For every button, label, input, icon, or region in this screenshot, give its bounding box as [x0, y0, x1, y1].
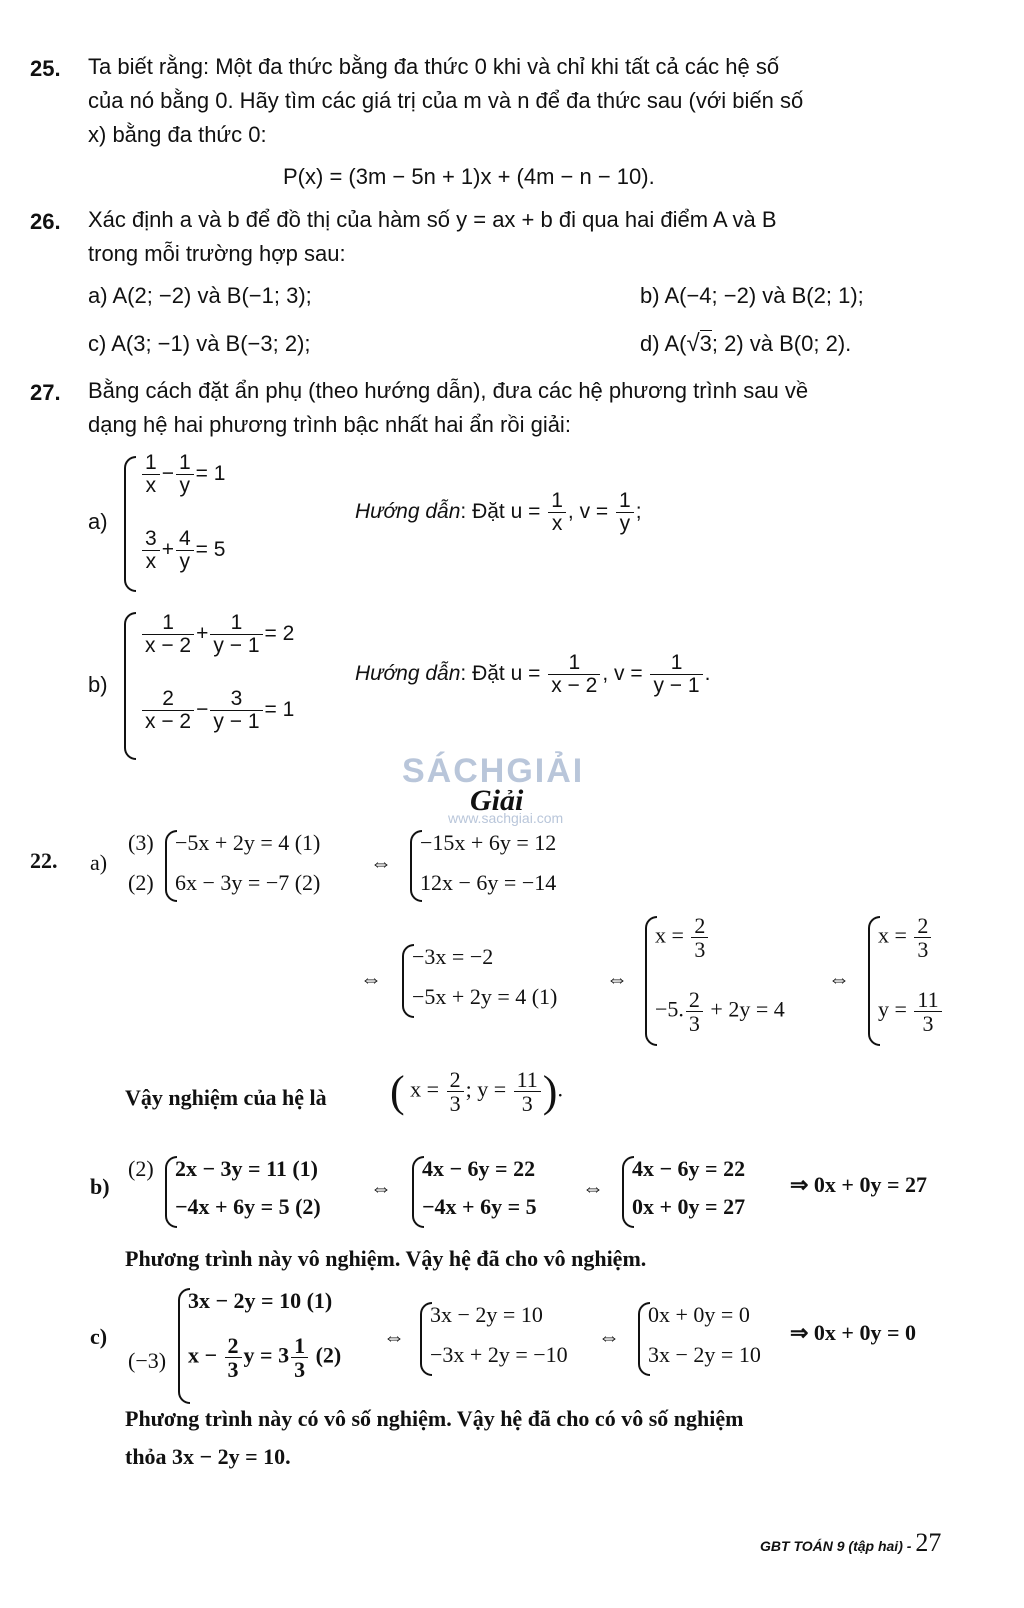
solution-number: 22.	[30, 848, 58, 873]
multiplier-2: (2)	[128, 870, 154, 895]
solution-b-result: ⇒ 0x + 0y = 27	[790, 1172, 928, 1197]
equivalence-icon: ⇔	[360, 966, 382, 991]
solution-c-conclusion-line2: thỏa 3x − 2y = 10.	[125, 1444, 291, 1469]
equation: 3x − 2y = 10	[648, 1342, 761, 1367]
question-26-number: 26.	[30, 209, 61, 234]
hint-label: Hướng dẫn	[355, 662, 461, 686]
question-25-line1: Ta biết rằng: Một đa thức bằng đa thức 0 khi và chỉ khi tất cả các hệ số	[88, 54, 780, 79]
question-26-line2: trong mỗi trường hợp sau:	[88, 241, 346, 266]
equation: −3x = −2	[412, 944, 494, 969]
page-number: 27	[915, 1528, 942, 1557]
watermark-logo: SÁCHGIẢI	[402, 752, 585, 790]
solution-a-conclusion: Vậy nghiệm của hệ là	[125, 1085, 327, 1110]
equation: 0x + 0y = 27	[632, 1194, 746, 1219]
left-brace-icon	[124, 612, 136, 760]
hint-comma-v: , v =	[602, 662, 643, 686]
equation: 0x + 0y = 0	[648, 1302, 750, 1327]
question-26-part-c: c) A(3; −1) và B(−3; 2);	[88, 331, 311, 356]
page-footer	[760, 1528, 941, 1558]
part-d-radicand: 3	[699, 331, 712, 356]
hint-semicolon: ;	[635, 500, 642, 524]
solution-heading: Giải	[470, 784, 524, 817]
equation: −5. $\frac{2}{3}$ + 2y = 4	[655, 987, 785, 1037]
solution-part-a-label: a)	[90, 850, 108, 875]
equation-27a-2: $\frac{3}{x}$ + $\frac{4}{y}$ = 5	[140, 528, 225, 573]
equivalence-icon: ⇔	[828, 966, 850, 991]
equation: 3x − 2y = 10	[430, 1302, 543, 1327]
solution-a-answer: ( x = $\frac{2}{3}$ ; y = $\frac{11}{3}$ ).	[390, 1066, 563, 1116]
hint-27b: Hướng dẫn: Đặt u = $\frac{1}{x - 2}$ , v = $\frac{1}{y - 1}$ .	[355, 651, 711, 698]
question-26-part-b: b) A(−4; −2) và B(2; 1);	[640, 283, 864, 308]
left-brace-icon	[124, 456, 136, 592]
question-27-number: 27.	[30, 380, 61, 405]
equivalence-icon: ⇔	[383, 1324, 405, 1349]
equivalence-icon: ⇔	[370, 850, 392, 875]
equation-27b-2: $\frac{2}{x - 2}$ − $\frac{3}{y - 1}$ = 1	[140, 688, 294, 733]
question-26-line1: Xác định a và b để đồ thị của hàm số y = ax + b đi qua hai điểm A và B	[88, 207, 777, 232]
equation: 12x − 6y = −14	[420, 870, 557, 895]
equation: −4x + 6y = 5 (2)	[175, 1194, 321, 1219]
equation: −4x + 6y = 5	[422, 1194, 537, 1219]
solution-c-result: ⇒ 0x + 0y = 0	[790, 1320, 917, 1345]
equation: −5x + 2y = 4 (1)	[175, 830, 321, 855]
solution-part-c-label: c)	[90, 1324, 108, 1349]
part-d-prefix: d) A(	[640, 331, 687, 356]
equation: −15x + 6y = 12	[420, 830, 557, 855]
question-25-formula: P(x) = (3m − 5n + 1)x + (4m − n − 10).	[283, 164, 655, 189]
question-27-part-b-label: b)	[88, 672, 108, 697]
question-27-line2: dạng hệ hai phương trình bậc nhất hai ẩn rồi giải:	[88, 412, 571, 437]
equivalence-icon: ⇔	[582, 1175, 604, 1200]
watermark-url: www.sachgiai.com	[448, 810, 564, 826]
question-25-line3: x) bằng đa thức 0:	[88, 122, 267, 147]
question-26-part-a: a) A(2; −2) và B(−1; 3);	[88, 283, 312, 308]
equivalence-icon: ⇔	[606, 966, 628, 991]
hint-text: : Đặt u =	[460, 500, 541, 524]
part-d-suffix: ; 2) và B(0; 2).	[711, 331, 852, 356]
equation: x = $\frac{2}{3}$	[655, 914, 710, 961]
hint-27a: Hướng dẫn: Đặt u = $\frac{1}{x}$ , v = $\frac{1}{y}$ ;	[355, 489, 642, 536]
hint-period: .	[704, 662, 711, 686]
solution-b-conclusion: Phương trình này vô nghiệm. Vậy hệ đã cho vô nghiệm.	[125, 1246, 647, 1271]
multiplier-3: (3)	[128, 830, 154, 855]
question-25-number: 25.	[30, 56, 61, 81]
equation: 6x − 3y = −7 (2)	[175, 870, 321, 895]
hint-comma-v: , v =	[567, 500, 609, 524]
equation: 4x − 6y = 22	[632, 1156, 746, 1181]
equation: 2x − 3y = 11 (1)	[175, 1156, 319, 1181]
question-25-line2: của nó bằng 0. Hãy tìm các giá trị của m và n để đa thức sau (với biến số	[88, 88, 804, 113]
solution-part-b-label: b)	[90, 1174, 110, 1199]
equivalence-icon: ⇔	[370, 1175, 392, 1200]
sqrt-icon: √	[686, 330, 700, 357]
question-27-line1: Bằng cách đặt ẩn phụ (theo hướng dẫn), đưa các hệ phương trình sau về	[88, 378, 809, 403]
solution-c-conclusion-line1: Phương trình này có vô số nghiệm. Vậy hệ đã cho có vô số nghiệm	[125, 1406, 744, 1431]
equation-27a-1: $\frac{1}{x}$ − $\frac{1}{y}$ = 1	[140, 452, 225, 497]
equation: x − $\frac{2}{3}$ y = 3 $\frac{1}{3}$ (2)	[188, 1333, 342, 1383]
hint-text: : Đặt u =	[460, 662, 541, 686]
question-27-part-a-label: a)	[88, 509, 108, 534]
equation: −3x + 2y = −10	[430, 1342, 568, 1367]
question-26-part-d	[640, 327, 851, 361]
hint-label: Hướng dẫn	[355, 500, 461, 524]
book-title: GBT TOÁN 9 (tập hai) -	[760, 1538, 912, 1554]
equation: x = $\frac{2}{3}$	[878, 914, 933, 961]
equation-27b-1: $\frac{1}{x - 2}$ + $\frac{1}{y - 1}$ = 2	[140, 612, 294, 657]
equation: 4x − 6y = 22	[422, 1156, 536, 1181]
equation: y = $\frac{11}{3}$	[878, 988, 944, 1035]
equation: −5x + 2y = 4 (1)	[412, 984, 558, 1009]
multiplier-2: (2)	[128, 1156, 154, 1181]
equation: 3x − 2y = 10 (1)	[188, 1288, 333, 1313]
multiplier-minus-3: (−3)	[128, 1348, 167, 1373]
equivalence-icon: ⇔	[598, 1324, 620, 1349]
